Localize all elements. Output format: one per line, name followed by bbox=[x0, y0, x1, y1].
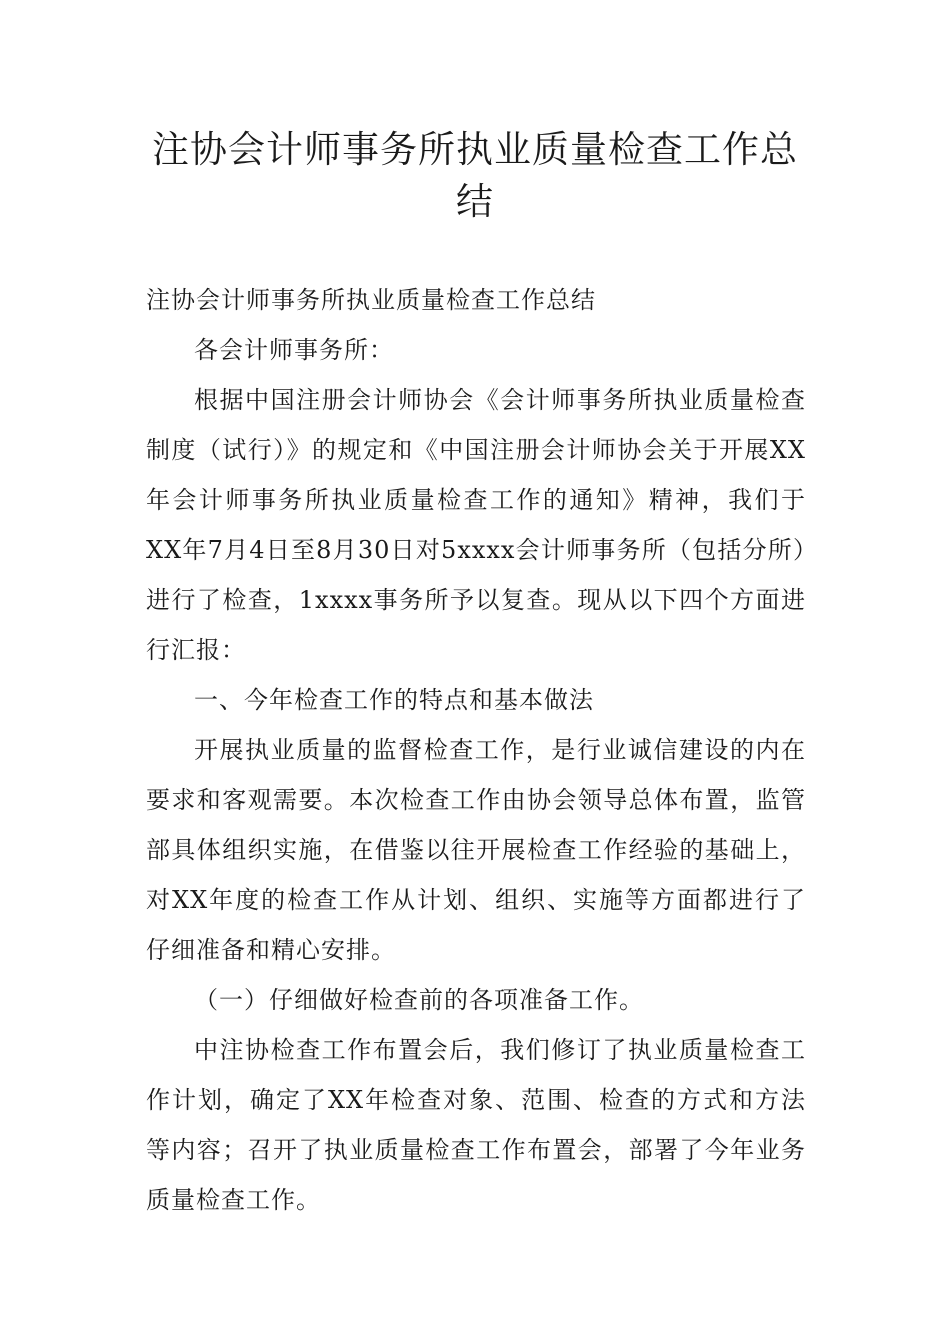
section-heading: 一、今年检查工作的特点和基本做法 bbox=[194, 686, 594, 714]
salutation-paragraph: 各会计师事务所： bbox=[194, 336, 394, 364]
body-paragraph: 中注协检查工作布置会后，我们修订了执业质量检查工作计划，确定了XX年检查对象、范围、检查的方式和方法等内容；召开了执业质量检查工作布置会，部署了今年业务质量检查工作。 bbox=[146, 1036, 806, 1214]
document-subtitle: 注协会计师事务所执业质量检查工作总结 bbox=[146, 286, 596, 314]
body-paragraph: 开展执业质量的监督检查工作，是行业诚信建设的内在要求和客观需要。本次检查工作由协会领导总体布置，监管部具体组织实施，在借鉴以往开展检查工作经验的基础上，对XX年度的检查工作从计划、组织、实施等方面都进行了仔细准备和精心安排。 bbox=[146, 736, 806, 964]
subsection-heading: （一）仔细做好检查前的各项准备工作。 bbox=[194, 986, 644, 1014]
document-title: 注协会计师事务所执业质量检查工作总结 bbox=[152, 128, 798, 223]
body-paragraph: 根据中国注册会计师协会《会计师事务所执业质量检查制度（试行）》的规定和《中国注册会计师协会关于开展XX年会计师事务所执业质量检查工作的通知》精神，我们于XX年7月4日至8月30日对5xxxx会计师事务所（包括分所）进行了检查，1xxxx事务所予以复查。现从以下四个方面进行汇报： bbox=[146, 386, 806, 664]
document-body bbox=[146, 275, 806, 1225]
